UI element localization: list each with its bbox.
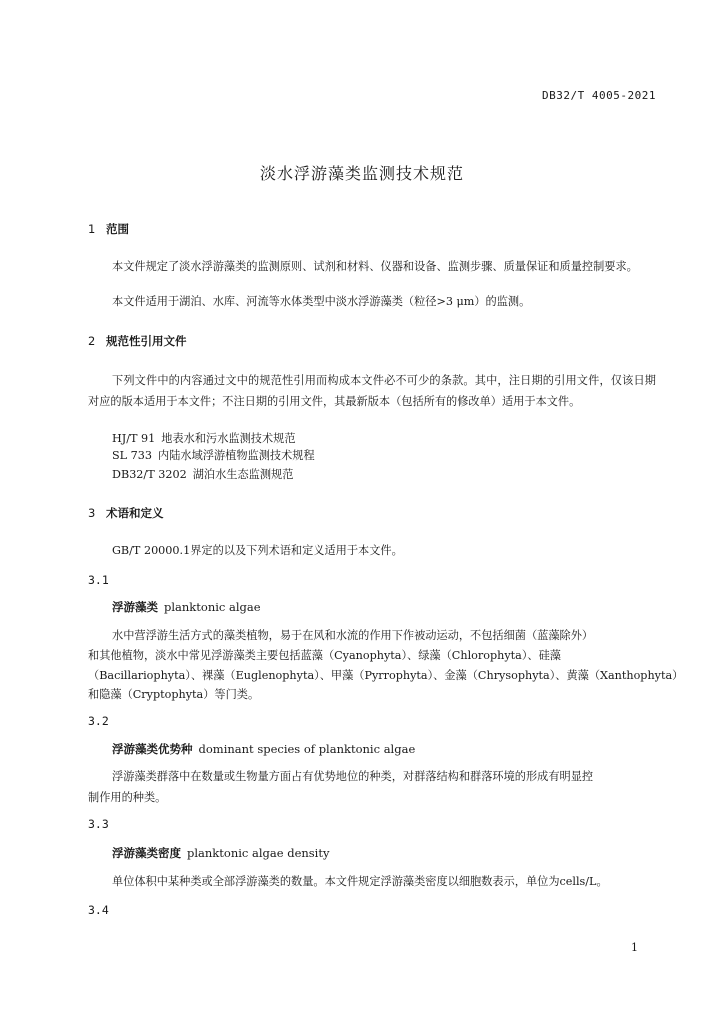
section-1-paragraph-2: 本文件适用于湖泊、水库、河流等水体类型中淡水浮游藻类（粒径>3 μm）的监测。	[112, 295, 531, 308]
reference-item	[112, 430, 296, 446]
term-english: planktonic algae density	[187, 846, 330, 860]
reference-code: DB32/T 3202	[112, 468, 187, 481]
term-definition-line: 浮游藻类群落中在数量或生物量方面占有优势地位的种类，对群落结构和群落环境的形成有明显控	[112, 770, 594, 783]
document-number: DB32/T 4005-2021	[542, 89, 656, 102]
term-definition-line: 单位体积中某种类或全部浮游藻类的数量。本文件规定浮游藻类密度以细胞数表示，单位为cells/L。	[112, 875, 608, 888]
term-number: 3.4	[88, 903, 109, 917]
reference-title: 地表水和污水监测技术规范	[161, 432, 296, 445]
term-english: dominant species of planktonic algae	[198, 742, 416, 756]
term-chinese: 浮游藻类	[112, 600, 158, 614]
reference-item	[112, 466, 293, 482]
term-definition-line: 和隐藻（Cryptophyta）等门类。	[88, 688, 260, 701]
page-number: 1	[631, 941, 638, 954]
section-1-heading	[88, 221, 129, 237]
term-definition-line: 制作用的种类。	[88, 791, 167, 804]
term-english: planktonic algae	[164, 600, 261, 614]
term-heading	[112, 845, 329, 861]
term-definition-line: （Bacillariophyta）、裸藻（Euglenophyta）、甲藻（Pyrrophyta）、金藻（Chrysophyta）、黄藻（Xanthophyta）	[88, 669, 684, 682]
term-chinese: 浮游藻类密度	[112, 846, 181, 860]
term-number: 3.1	[88, 573, 109, 587]
term-heading	[112, 741, 415, 757]
term-definition-line: 水中营浮游生活方式的藻类植物，易于在风和水流的作用下作被动运动，不包括细菌（蓝藻除外）	[112, 629, 594, 642]
section-3-intro: GB/T 20000.1界定的以及下列术语和定义适用于本文件。	[112, 544, 403, 557]
section-2-number: 2	[88, 334, 96, 348]
reference-title: 内陆水域浮游植物监测技术规程	[158, 449, 315, 462]
section-3-title: 术语和定义	[106, 506, 164, 520]
reference-code: SL 733	[112, 449, 153, 462]
document-title: 淡水浮游藻类监测技术规范	[259, 164, 464, 183]
section-2-heading	[88, 333, 187, 349]
term-heading	[112, 599, 261, 615]
section-1-number: 1	[88, 222, 96, 236]
section-2-title: 规范性引用文件	[106, 334, 187, 348]
term-number: 3.2	[88, 714, 109, 728]
reference-item	[112, 447, 315, 463]
term-chinese: 浮游藻类优势种	[112, 742, 193, 756]
term-number: 3.3	[88, 817, 109, 831]
section-3-heading	[88, 505, 164, 521]
term-definition-line: 和其他植物，淡水中常见浮游藻类主要包括蓝藻（Cyanophyta）、绿藻（Chlorophyta）、硅藻	[88, 649, 561, 662]
section-1-paragraph-1: 本文件规定了淡水浮游藻类的监测原则、试剂和材料、仪器和设备、监测步骤、质量保证和质量控制要求。	[112, 260, 638, 273]
section-2-paragraph-1: 下列文件中的内容通过文中的规范性引用而构成本文件必不可少的条款。其中，注日期的引用文件，仅该日期对应的版本适用于本文件；不注日期的引用文件，其最新版本（包括所有的修改单）适用于本文件。	[88, 374, 656, 408]
section-1-title: 范围	[106, 222, 129, 236]
reference-title: 湖泊水生态监测规范	[192, 468, 294, 481]
section-3-number: 3	[88, 506, 96, 520]
reference-code: HJ/T 91	[112, 432, 156, 445]
